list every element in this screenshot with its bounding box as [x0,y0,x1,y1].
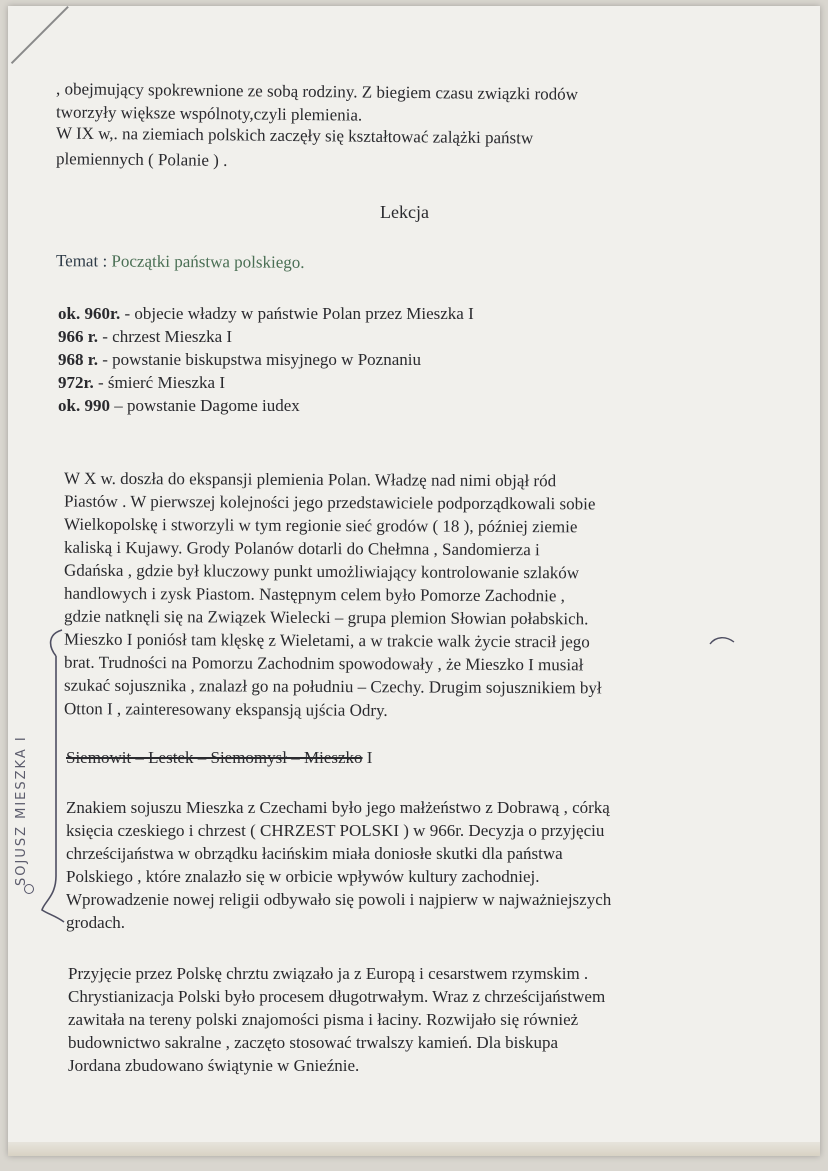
paragraph3-line: zawitała na tereny polski znajomości pisma i łaciny. Rozwijało się również [68,1010,579,1029]
timeline-date: 972r. [58,373,94,392]
paragraph3-line: budownictwo sakralne , zaczęto stosować trwalszy kamień. Dla biskupa [68,1033,559,1052]
paragraph1-line: gdzie natknęli się na Związek Wielecki – grupa plemion Słowian połabskich. [63,606,589,629]
intro-line: plemiennych ( Polanie ) . [55,149,228,170]
paragraph2-line: Wprowadzenie nowej religii odbywało się powoli i najpierw w najważniejszych [66,890,612,909]
paragraph1-line: kaliską i Kujawy. Grody Polanów dotarli do Chełmna , Sandomierza i [63,537,540,560]
timeline-text: - powstanie biskupstwa misyjnego w Poznaniu [98,350,421,369]
intro-line: W IX w,. na ziemiach polskich zaczęły się kształtować zalążki państw [55,123,534,148]
paragraph1-line: W X w. doszła do ekspansji plemienia Polan. Władzę nad nimi objął ród [63,468,557,491]
paragraph1-line: Piastów . W pierwszej kolejności jego przedstawiciele podporządkowali sobie [63,491,596,514]
topic-label: Temat : [55,251,108,271]
timeline-text: – powstanie Dagome iudex [109,396,300,415]
lineage-rest: I [362,748,373,767]
timeline-text: - objecie władzy w państwie Polan przez Mieszka I [120,304,474,323]
intro-line: , obejmujący spokrewnione ze sobą rodziny. Z biegiem czasu związki rodów [55,79,579,104]
paragraph3-line: Chrystianizacja Polski było procesem długotrwałym. Wraz z chrześcijaństwem [68,987,606,1006]
intro-line: tworzyły większe wspólnoty,czyli plemienia. [55,102,363,125]
paragraph1-line: handlowych i zysk Piastom. Następnym celem było Pomorze Zachodnie , [63,583,565,606]
timeline-item [58,327,232,347]
handwritten-insert-mark-icon [708,634,738,650]
timeline-item [58,396,300,416]
paragraph3-line: Jordana zbudowano świątynie w Gnieźnie. [68,1056,360,1075]
paragraph1-line: szukać sojusznika , znalazł go na południu – Czechy. Drugim sojusznikiem był [63,675,602,698]
paragraph2-line: księcia czeskiego i chrzest ( CHRZEST POLSKI ) w 966r. Decyzja o przyjęciu [66,821,605,840]
paragraph2-line: chrześcijaństwa w obrządku łacińskim miała doniosłe skutki dla państwa [66,844,563,863]
timeline-item [58,373,225,393]
topic-value: Początki państwa polskiego. [111,251,305,272]
timeline-item [58,304,474,324]
topic-line [56,251,305,273]
lineage-struck: Siemowit – Lestek – Siemomysł – Mieszko [66,748,363,767]
timeline-date: ok. 960r. [58,304,121,323]
page-bottom-edge [8,1142,820,1156]
lesson-heading: Lekcja [380,202,429,222]
margin-dot-mark [24,884,34,894]
timeline-text: - chrzest Mieszka I [98,327,233,346]
margin-handwritten-note: SOJUSZ MIESZKA I [14,735,29,886]
handwritten-bracket-icon [38,626,68,926]
timeline-date: 966 r. [58,327,98,346]
timeline-date: ok. 990 [58,396,110,415]
paragraph1-line: brat. Trudności na Pomorzu Zachodnim spowodowały , że Mieszko I musiał [63,652,584,675]
paragraph3-line: Przyjęcie przez Polskę chrztu związało ja z Europą i cesarstwem rzymskim . [68,964,589,983]
paragraph1-line: Wielkopolskę i stworzyli w tym regionie sieć grodów ( 18 ), później ziemie [63,514,578,537]
timeline-date: 968 r. [58,350,98,369]
timeline-text: - śmierć Mieszka I [93,373,225,392]
lineage-line [66,748,372,768]
paragraph2-line: Polskiego , które znalazło się w orbicie wpływów kultury zachodniej. [66,867,540,886]
document-page [8,6,820,1156]
timeline-item [58,350,421,370]
paragraph1-line: Gdańska , gdzie był kluczowy punkt umożliwiający kontrolowanie szlaków [63,560,580,583]
paragraph1-line: Mieszko I poniósł tam klęskę z Wieletami, a w trakcie walk życie stracił jego [63,629,590,652]
paragraph2-line: Znakiem sojuszu Mieszka z Czechami było jego małżeństwo z Dobrawą , córką [66,798,610,817]
paragraph1-line: Otton I , zainteresowany ekspansją ujścia Odry. [63,699,388,720]
paragraph2-line: grodach. [66,913,126,932]
